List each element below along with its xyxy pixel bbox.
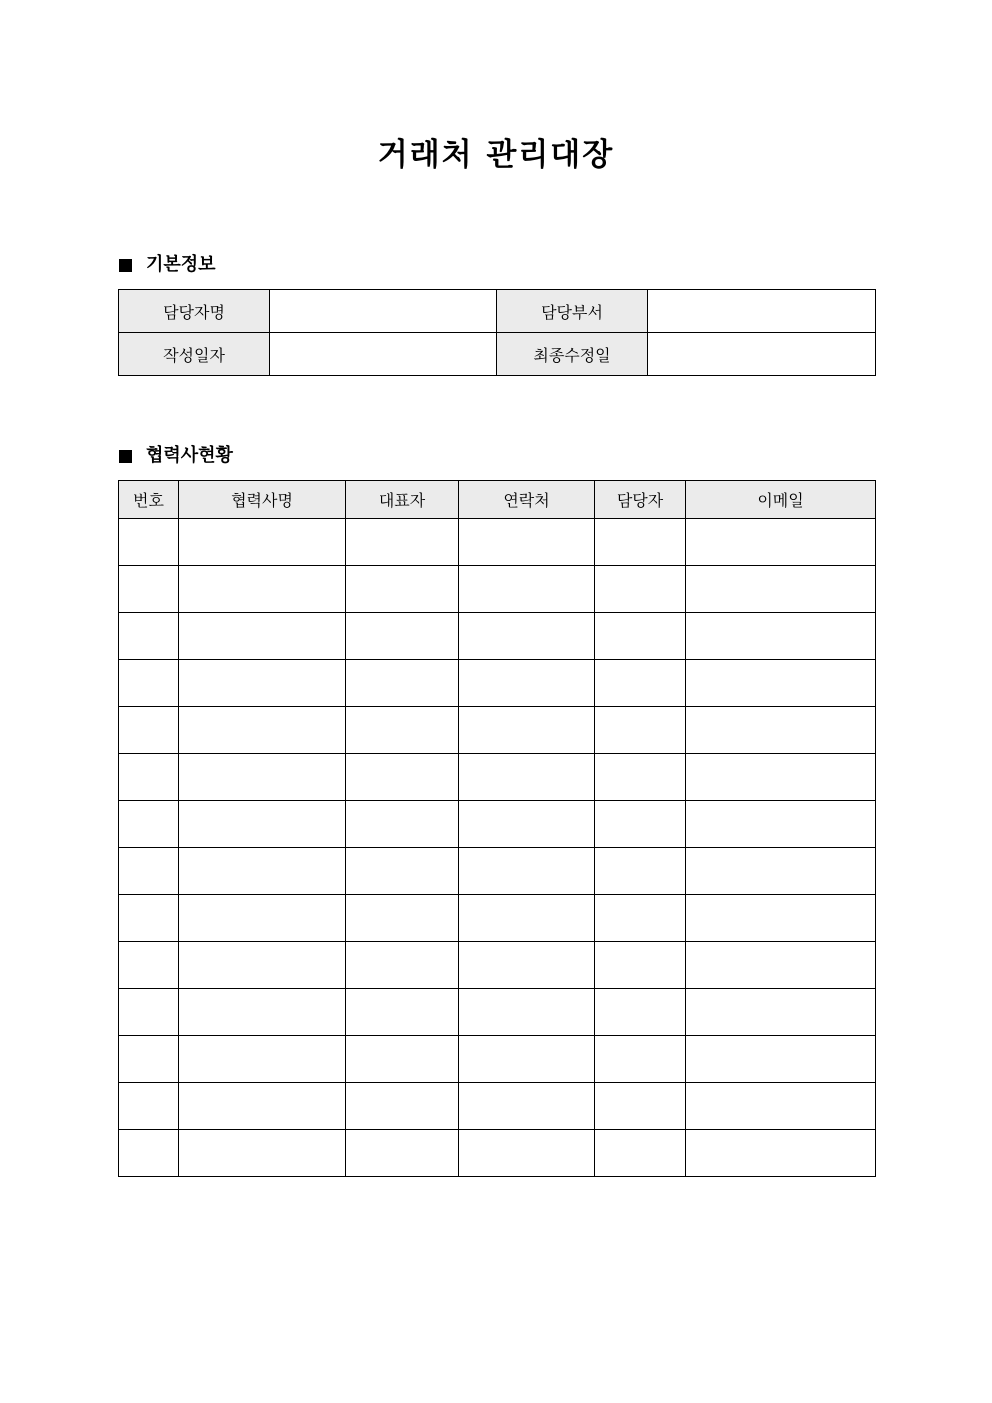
partners-table-body <box>119 519 876 1177</box>
partner-name-cell[interactable] <box>179 1036 346 1083</box>
manager-cell[interactable] <box>595 801 686 848</box>
email-cell[interactable] <box>686 566 876 613</box>
department-field[interactable] <box>648 290 876 333</box>
last-modified-field[interactable] <box>648 333 876 376</box>
representative-cell[interactable] <box>346 801 459 848</box>
representative-cell[interactable] <box>346 754 459 801</box>
representative-cell[interactable] <box>346 1083 459 1130</box>
partners-heading-label: 협력사현황 <box>146 445 233 466</box>
representative-cell[interactable] <box>346 848 459 895</box>
partner-name-cell[interactable] <box>179 566 346 613</box>
email-cell[interactable] <box>686 989 876 1036</box>
partner-name-cell[interactable] <box>179 1083 346 1130</box>
column-header-contact: 연락처 <box>459 481 595 519</box>
table-row <box>119 989 876 1036</box>
representative-cell[interactable] <box>346 660 459 707</box>
contact-cell[interactable] <box>459 848 595 895</box>
partners-header-row <box>119 481 876 519</box>
number-cell[interactable] <box>119 566 179 613</box>
manager-cell[interactable] <box>595 1130 686 1177</box>
number-cell[interactable] <box>119 1036 179 1083</box>
email-cell[interactable] <box>686 942 876 989</box>
last-modified-label: 최종수정일 <box>497 333 648 376</box>
partner-name-cell[interactable] <box>179 1130 346 1177</box>
manager-cell[interactable] <box>595 660 686 707</box>
contact-cell[interactable] <box>459 519 595 566</box>
column-header-email: 이메일 <box>686 481 876 519</box>
email-cell[interactable] <box>686 895 876 942</box>
partner-name-cell[interactable] <box>179 989 346 1036</box>
basic-info-row <box>119 333 876 376</box>
table-row <box>119 848 876 895</box>
partner-name-cell[interactable] <box>179 519 346 566</box>
column-header-number: 번호 <box>119 481 179 519</box>
email-cell[interactable] <box>686 1130 876 1177</box>
manager-cell[interactable] <box>595 942 686 989</box>
manager-name-label: 담당자명 <box>119 290 270 333</box>
contact-cell[interactable] <box>459 1083 595 1130</box>
contact-cell[interactable] <box>459 566 595 613</box>
email-cell[interactable] <box>686 613 876 660</box>
column-header-manager: 담당자 <box>595 481 686 519</box>
table-row <box>119 1130 876 1177</box>
column-header-partner-name: 협력사명 <box>179 481 346 519</box>
contact-cell[interactable] <box>459 895 595 942</box>
representative-cell[interactable] <box>346 1130 459 1177</box>
manager-cell[interactable] <box>595 989 686 1036</box>
number-cell[interactable] <box>119 801 179 848</box>
table-row <box>119 1036 876 1083</box>
column-header-representative: 대표자 <box>346 481 459 519</box>
basic-info-heading-label: 기본정보 <box>146 254 216 275</box>
email-cell[interactable] <box>686 1083 876 1130</box>
partner-name-cell[interactable] <box>179 895 346 942</box>
partner-name-cell[interactable] <box>179 613 346 660</box>
partners-table <box>118 480 876 1177</box>
created-date-label: 작성일자 <box>119 333 270 376</box>
number-cell[interactable] <box>119 895 179 942</box>
number-cell[interactable] <box>119 660 179 707</box>
number-cell[interactable] <box>119 989 179 1036</box>
contact-cell[interactable] <box>459 1036 595 1083</box>
manager-cell[interactable] <box>595 754 686 801</box>
partner-name-cell[interactable] <box>179 660 346 707</box>
contact-cell[interactable] <box>459 613 595 660</box>
partner-name-cell[interactable] <box>179 942 346 989</box>
representative-cell[interactable] <box>346 613 459 660</box>
contact-cell[interactable] <box>459 707 595 754</box>
basic-info-heading <box>119 253 216 277</box>
table-row <box>119 566 876 613</box>
department-label: 담당부서 <box>497 290 648 333</box>
number-cell[interactable] <box>119 1083 179 1130</box>
table-row <box>119 895 876 942</box>
email-cell[interactable] <box>686 660 876 707</box>
number-cell[interactable] <box>119 848 179 895</box>
partner-name-cell[interactable] <box>179 754 346 801</box>
table-row <box>119 519 876 566</box>
manager-cell[interactable] <box>595 1083 686 1130</box>
partner-name-cell[interactable] <box>179 801 346 848</box>
number-cell[interactable] <box>119 707 179 754</box>
representative-cell[interactable] <box>346 566 459 613</box>
partner-name-cell[interactable] <box>179 848 346 895</box>
manager-cell[interactable] <box>595 707 686 754</box>
contact-cell[interactable] <box>459 660 595 707</box>
table-row <box>119 660 876 707</box>
number-cell[interactable] <box>119 519 179 566</box>
representative-cell[interactable] <box>346 1036 459 1083</box>
email-cell[interactable] <box>686 519 876 566</box>
contact-cell[interactable] <box>459 942 595 989</box>
representative-cell[interactable] <box>346 989 459 1036</box>
contact-cell[interactable] <box>459 989 595 1036</box>
table-row <box>119 801 876 848</box>
partners-heading <box>119 444 233 468</box>
email-cell[interactable] <box>686 707 876 754</box>
basic-info-row <box>119 290 876 333</box>
table-row <box>119 754 876 801</box>
manager-cell[interactable] <box>595 895 686 942</box>
table-row <box>119 1083 876 1130</box>
manager-cell[interactable] <box>595 1036 686 1083</box>
basic-info-table <box>118 289 876 376</box>
contact-cell[interactable] <box>459 801 595 848</box>
square-bullet-icon <box>119 259 132 272</box>
table-row <box>119 707 876 754</box>
square-bullet-icon <box>119 450 132 463</box>
created-date-field[interactable] <box>270 333 497 376</box>
manager-cell[interactable] <box>595 613 686 660</box>
table-row <box>119 613 876 660</box>
number-cell[interactable] <box>119 613 179 660</box>
representative-cell[interactable] <box>346 519 459 566</box>
email-cell[interactable] <box>686 848 876 895</box>
document-title: 거래처 관리대장 <box>377 137 615 173</box>
contact-cell[interactable] <box>459 1130 595 1177</box>
email-cell[interactable] <box>686 801 876 848</box>
contact-cell[interactable] <box>459 754 595 801</box>
representative-cell[interactable] <box>346 707 459 754</box>
manager-cell[interactable] <box>595 566 686 613</box>
number-cell[interactable] <box>119 754 179 801</box>
number-cell[interactable] <box>119 1130 179 1177</box>
email-cell[interactable] <box>686 1036 876 1083</box>
number-cell[interactable] <box>119 942 179 989</box>
representative-cell[interactable] <box>346 942 459 989</box>
email-cell[interactable] <box>686 754 876 801</box>
manager-cell[interactable] <box>595 848 686 895</box>
manager-cell[interactable] <box>595 519 686 566</box>
manager-name-field[interactable] <box>270 290 497 333</box>
representative-cell[interactable] <box>346 895 459 942</box>
table-row <box>119 942 876 989</box>
partner-name-cell[interactable] <box>179 707 346 754</box>
